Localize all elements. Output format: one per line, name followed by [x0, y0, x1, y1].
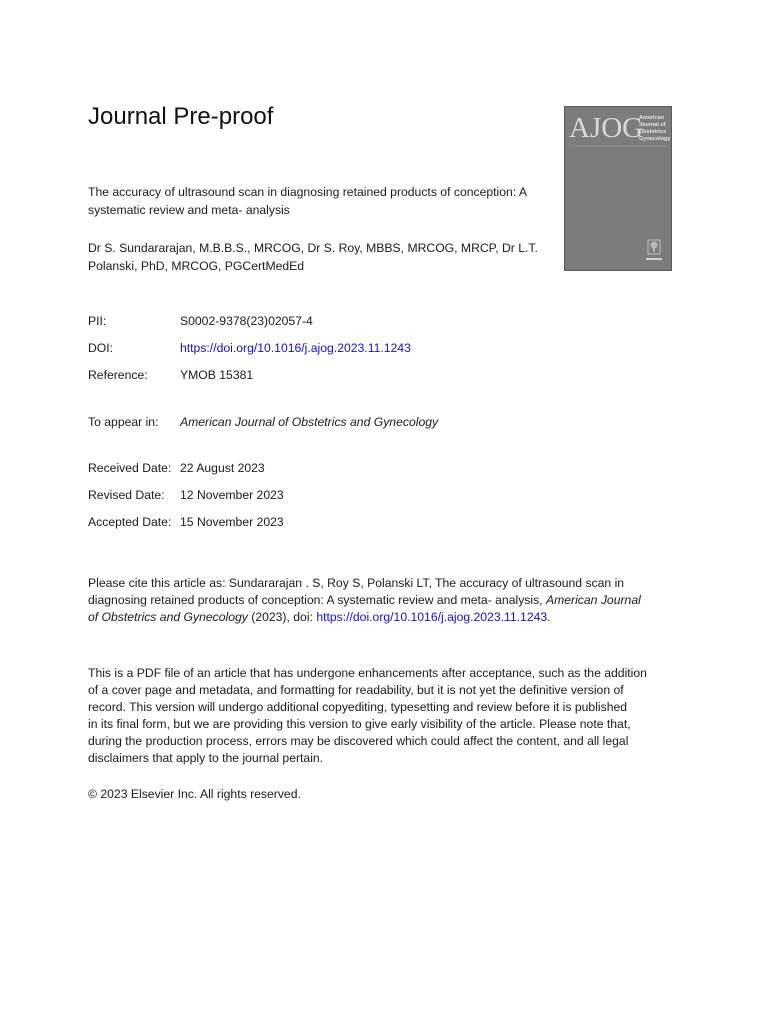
citation-journal: of Obstetrics and Gynecology [88, 610, 248, 624]
article-authors [88, 239, 558, 275]
journal-logo-subtitle: Journal of [639, 122, 666, 128]
citation-text: diagnosing retained products of conception: A systematic review and meta- analysis, [88, 593, 546, 607]
notice-line: This is a PDF file of an article that has undergone enhancements after acceptance, such as the addition [88, 666, 647, 680]
journal-logo-subtitle: Gynecology [639, 136, 671, 142]
notice-line: disclaimers that apply to the journal pertain. [88, 751, 324, 765]
citation-line [88, 609, 676, 626]
journal-logo-subtitle: Obstetrics [639, 129, 667, 135]
citation-doi-link[interactable]: https://doi.org/10.1016/j.ajog.2023.11.1243 [316, 610, 548, 624]
appear-in-row [88, 413, 438, 431]
notice-line: in its final form, but we are providing this version to give early visibility of the article. Please note that, [88, 717, 631, 731]
citation-journal: American Journal [545, 593, 641, 607]
citation-line: Please cite this article as: Sundararajan . S, Roy S, Polanski LT, The accuracy of ultrasound scan in [88, 576, 625, 590]
citation-paragraph [88, 575, 676, 626]
revised-date-label: Revised Date: [88, 488, 165, 502]
appear-in-label: To appear in: [88, 415, 159, 429]
received-date-label: Received Date: [88, 461, 172, 475]
journal-cover-graphic [564, 106, 672, 271]
authors-line: Polanski, PhD, MRCOG, PGCertMedEd [88, 259, 305, 273]
journal-name: American Journal of Obstetrics and Gynecology [180, 415, 439, 429]
pdf-notice-paragraph [88, 665, 676, 767]
citation-text: (2023), doi: [247, 610, 317, 624]
accepted-date-row [88, 513, 284, 531]
notice-line: of a cover page and metadata, and formatting for readability, but it is not yet the definitive version of [88, 683, 624, 697]
received-date-row [88, 459, 265, 477]
citation-line [88, 592, 676, 609]
article-title-line: systematic review and meta- analysis [88, 203, 290, 217]
pii-row [88, 312, 313, 330]
revised-date-row [88, 486, 284, 504]
page-title: Journal Pre-proof [88, 103, 274, 130]
article-title-line: The accuracy of ultrasound scan in diagnosing retained products of conception: A [88, 185, 528, 199]
pii-value: S0002-9378(23)02057-4 [180, 314, 313, 328]
accepted-date-label: Accepted Date: [88, 515, 172, 529]
reference-value: YMOB 15381 [180, 368, 254, 382]
journal-cover-image [564, 106, 672, 271]
journal-logo-text: AJOG [569, 112, 644, 144]
doi-link[interactable]: https://doi.org/10.1016/j.ajog.2023.11.1243 [180, 341, 411, 355]
reference-label: Reference: [88, 368, 148, 382]
notice-line: record. This version will undergo additional copyediting, typesetting and review before it is published [88, 700, 628, 714]
article-title [88, 183, 558, 219]
doi-label: DOI: [88, 341, 114, 355]
notice-line: during the production process, errors may be discovered which could affect the content, and all legal [88, 734, 629, 748]
reference-row [88, 366, 253, 384]
accepted-date-value: 15 November 2023 [180, 515, 284, 529]
received-date-value: 22 August 2023 [180, 461, 265, 475]
doi-row [88, 339, 411, 357]
authors-line: Dr S. Sundararajan, M.B.B.S., MRCOG, Dr S. Roy, MBBS, MRCOG, MRCP, Dr L.T. [88, 241, 538, 255]
journal-logo-subtitle: American [639, 115, 665, 121]
citation-text: . [547, 610, 551, 624]
revised-date-value: 12 November 2023 [180, 488, 284, 502]
pii-label: PII: [88, 314, 107, 328]
copyright-notice: © 2023 Elsevier Inc. All rights reserved. [88, 787, 301, 801]
